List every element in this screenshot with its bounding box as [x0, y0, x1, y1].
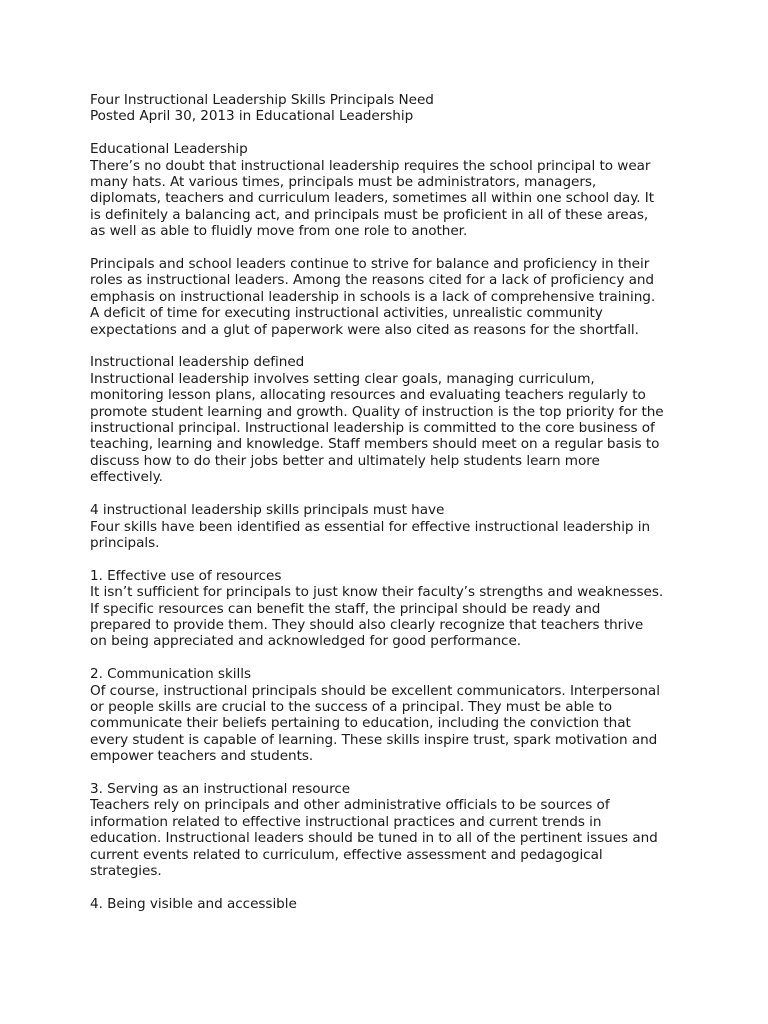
paragraph-line: Teachers rely on principals and other administrative officials to be sources of [90, 797, 610, 814]
paragraph-line: diplomats, teachers and curriculum leaders, sometimes all within one school day. It [90, 190, 655, 207]
paragraph-line: roles as instructional leaders. Among the reasons cited for a lack of proficiency and [90, 272, 655, 289]
paragraph-line: prepared to provide them. They should also clearly recognize that teachers thrive [90, 616, 644, 633]
paragraph-line: teaching, learning and knowledge. Staff members should meet on a regular basis to [90, 436, 660, 453]
paragraph-line: effectively. [90, 469, 163, 486]
section-heading-skills: 4 instructional leadership skills principals must have [90, 502, 445, 519]
paragraph-line: current events related to curriculum, effective assessment and pedagogical [90, 846, 603, 863]
section-heading-defined: Instructional leadership defined [90, 354, 305, 371]
paragraph-line: If specific resources can benefit the staff, the principal should be ready and [90, 600, 601, 617]
paragraph-gap [90, 338, 690, 354]
paragraph-line: There’s no doubt that instructional leadership requires the school principal to wear [90, 157, 651, 174]
paragraph-line: as well as able to fluidly move from one role to another. [90, 223, 468, 240]
section-heading-skill-4: 4. Being visible and accessible [90, 895, 297, 912]
paragraph-line: on being appreciated and acknowledged for good performance. [90, 633, 522, 650]
posted-line: Posted April 30, 2013 in Educational Leadership [90, 108, 414, 125]
paragraph-line: emphasis on instructional leadership in schools is a lack of comprehensive training. [90, 288, 656, 305]
paragraph-line: communicate their beliefs pertaining to education, including the conviction that [90, 715, 631, 732]
paragraph-gap [90, 879, 690, 895]
section-heading-skill-2: 2. Communication skills [90, 666, 251, 683]
paragraph-line: information related to effective instructional practices and current trends in [90, 813, 602, 830]
paragraph-line: Instructional leadership involves setting clear goals, managing curriculum, [90, 370, 595, 387]
paragraph-line: principals. [90, 534, 160, 551]
paragraph-line: Principals and school leaders continue to strive for balance and proficiency in their [90, 256, 650, 273]
paragraph-line: expectations and a glut of paperwork were also cited as reasons for the shortfall. [90, 321, 639, 338]
paragraph-line: Of course, instructional principals should be excellent communicators. Interpersonal [90, 682, 660, 699]
section-heading-skill-1: 1. Effective use of resources [90, 567, 282, 584]
paragraph-gap [90, 240, 690, 256]
paragraph-line: empower teachers and students. [90, 748, 314, 765]
section-heading-skill-3: 3. Serving as an instructional resource [90, 780, 351, 797]
paragraph-line: discuss how to do their jobs better and ultimately help students learn more [90, 452, 600, 469]
paragraph-line: monitoring lesson plans, allocating resources and evaluating teachers regularly to [90, 387, 646, 404]
paragraph-line: every student is capable of learning. These skills inspire trust, spark motivation and [90, 731, 658, 748]
paragraph-line: is definitely a balancing act, and principals must be proficient in all of these areas, [90, 206, 649, 223]
paragraph-gap [90, 551, 690, 567]
paragraph-line: A deficit of time for executing instructional activities, unrealistic community [90, 305, 603, 322]
paragraph-line: strategies. [90, 862, 162, 879]
paragraph-line: promote student learning and growth. Quality of instruction is the top priority for the [90, 403, 664, 420]
paragraph-line: It isn’t sufficient for principals to just know their faculty’s strengths and weaknesses. [90, 584, 664, 601]
paragraph-line: Four skills have been identified as essential for effective instructional leadership in [90, 518, 651, 535]
section-heading-educational-leadership: Educational Leadership [90, 141, 248, 158]
paragraph-line: many hats. At various times, principals must be administrators, managers, [90, 174, 597, 191]
paragraph-gap [90, 125, 690, 141]
paragraph-line: education. Instructional leaders should be tuned in to all of the pertinent issues and [90, 830, 658, 847]
paragraph-gap [90, 486, 690, 502]
paragraph-gap [90, 650, 690, 666]
paragraph-line: or people skills are crucial to the success of a principal. They must be able to [90, 698, 613, 715]
document-title: Four Instructional Leadership Skills Principals Need [90, 92, 434, 108]
document-body [90, 92, 690, 912]
paragraph-gap [90, 765, 690, 781]
paragraph-line: instructional principal. Instructional leadership is committed to the core business of [90, 420, 655, 437]
